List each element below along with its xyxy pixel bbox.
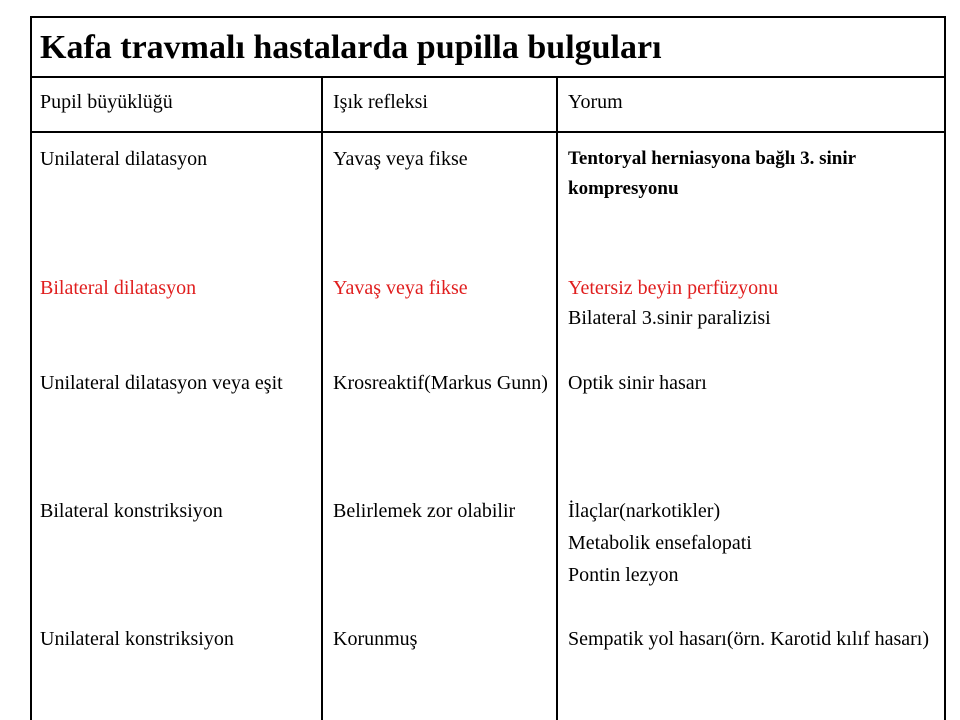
row-4-comment-line-3: Pontin lezyon <box>568 564 679 586</box>
row-5-light-reflex: Korunmuş <box>333 628 418 650</box>
row-3-pupil-size: Unilateral dilatasyon veya eşit <box>40 372 283 394</box>
header-pupil-size: Pupil büyüklüğü <box>40 91 173 113</box>
row-2-pupil-size: Bilateral dilatasyon <box>40 277 197 299</box>
table-border-left <box>30 16 32 720</box>
row-4-pupil-size: Bilateral konstriksiyon <box>40 500 223 522</box>
table-title: Kafa travmalı hastalarda pupilla bulguları <box>40 29 662 66</box>
header-light-reflex: Işık refleksi <box>333 91 428 113</box>
row-4-comment-line-2: Metabolik ensefalopati <box>568 532 752 554</box>
row-5-pupil-size: Unilateral konstriksiyon <box>40 628 234 650</box>
row-2-comment-line-1: Yetersiz beyin perfüzyonu <box>568 277 779 299</box>
header-divider <box>30 131 946 133</box>
row-2-comment-line-2: Bilateral 3.sinir paralizisi <box>568 307 771 329</box>
table-border-top <box>30 16 946 18</box>
row-5-comment: Sempatik yol hasarı(örn. Karotid kılıf hasarı) <box>568 628 930 650</box>
row-1-pupil-size: Unilateral dilatasyon <box>40 148 208 170</box>
row-1-comment: Tentoryal herniasyona bağlı 3. sinir kompresyonu <box>568 148 856 199</box>
row-3-light-reflex: Krosreaktif(Markus Gunn) <box>333 372 548 394</box>
row-4-light-reflex: Belirlemek zor olabilir <box>333 500 516 522</box>
row-2-light-reflex: Yavaş veya fikse <box>333 277 468 299</box>
header-comment: Yorum <box>568 91 623 113</box>
table-border-right <box>944 16 946 720</box>
row-4-comment-line-1: İlaçlar(narkotikler) <box>568 500 721 522</box>
column-divider-1 <box>321 76 323 720</box>
row-1-light-reflex: Yavaş veya fikse <box>333 148 468 170</box>
column-divider-2 <box>556 76 558 720</box>
row-3-comment: Optik sinir hasarı <box>568 372 707 394</box>
title-divider <box>30 76 946 78</box>
